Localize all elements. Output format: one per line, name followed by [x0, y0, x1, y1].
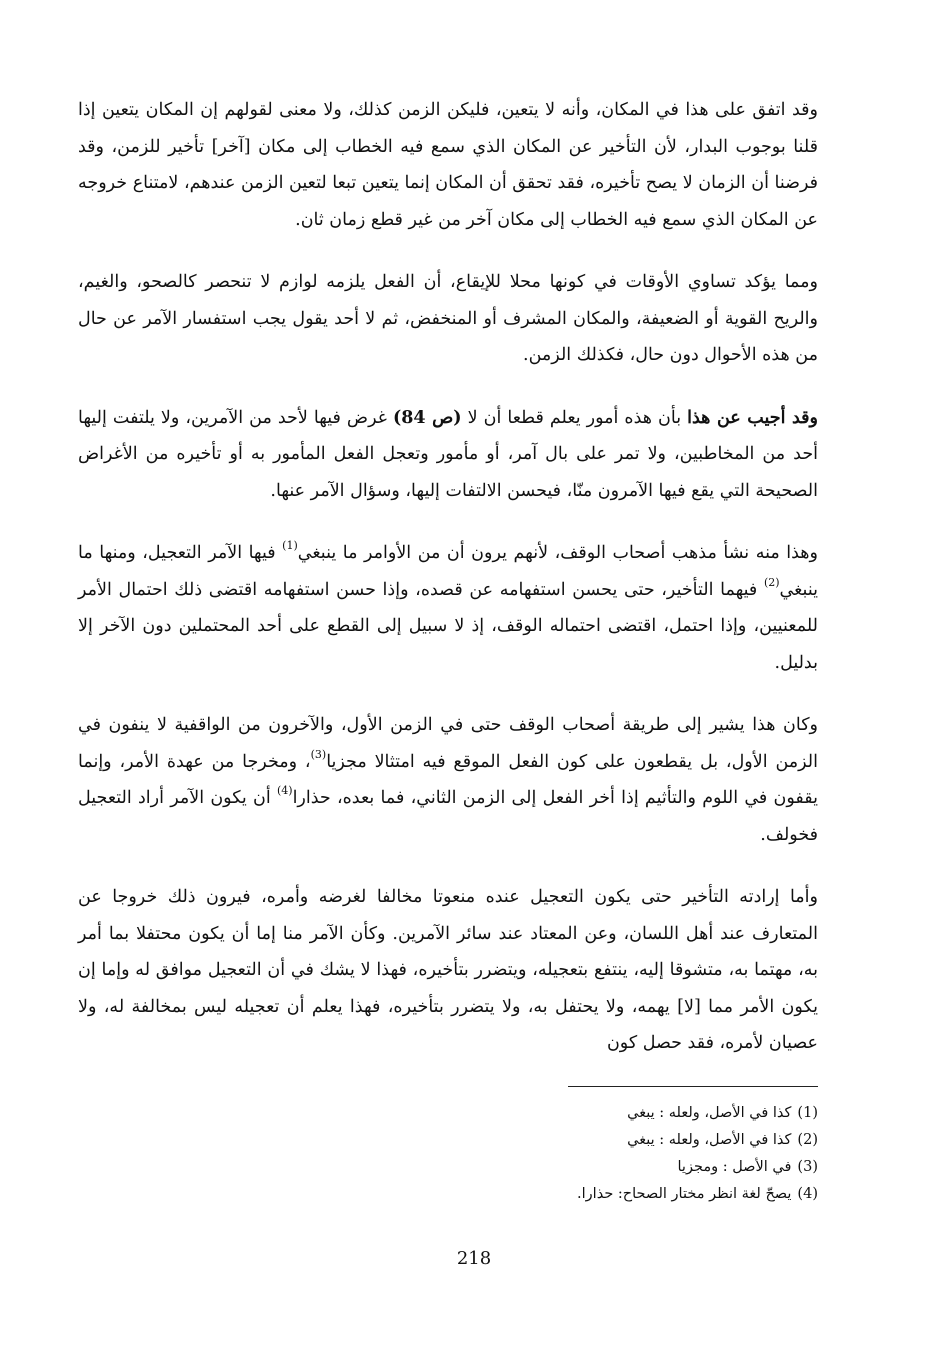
paragraph-1-text: وقد اتفق على هذا في المكان، وأنه لا يتعين، فليكن الزمن كذلك، ولا معنى لقولهم إن المكان يتعين إذا قلنا بوجوب البدار، لأن التأخير عن المكان الذي سمع فيه الخطاب إلى مكان [آخر] تأخير للزمن، وقد فرضنا أن الزمان لا يصح تأخيره، فقد تحقق أن المكان إنما يتعين تبعا لتعين الزمن عندهم، لامتناع خروجه عن المكان الذي سمع فيه الخطاب إلى مكان آخر من غير قطع زمان ثان. — [78, 100, 818, 230]
footnote-item — [368, 1100, 818, 1127]
footnote-item — [368, 1127, 818, 1154]
paragraph-3 — [78, 400, 818, 510]
footnote-text: في الأصل : ومجزيا — [677, 1159, 792, 1175]
paragraph-5 — [78, 707, 818, 853]
paragraph-5-part-3: أن يكون الآمر أراد التعجيل فخولف. — [78, 788, 818, 845]
paragraph-4 — [78, 535, 818, 681]
paragraph-4-part-1: وهذا منه نشأ مذهب أصحاب الوقف، لأنهم يرون أن من الأوامر ما ينبغي — [297, 543, 818, 563]
paragraph-2-text: ومما يؤكد تساوي الأوقات في كونها محلا للإيقاع، أن الفعل يلزمه لوازم لا تنحصر كالصحو، والغيم، والريح القوية أو الضعيفة، والمكان المشرف أو المنخفض، ثم لا أحد يقول يجب استفسار الآمر عن حال من هذه الأحوال دون حال، فكذلك الزمن. — [78, 272, 818, 365]
footnote-marker-4: (4) — [276, 784, 293, 798]
footnote-number: (3) — [797, 1159, 818, 1175]
footnote-marker-1: (1) — [282, 539, 298, 553]
paragraph-3-text-2: غرض فيها لأحد من الآمرين، ولا يلتفت إليها أحد من المخاطبين، ولا تمر على بال آمر، أو مأمور وتعجل الفعل المأمور به أو تأخيره من الأغراض الصحيحة التي يقع فيها الآمرون منّا، فيحسن الالتفات إليها، وسؤال الآمر عنها. — [78, 407, 818, 501]
footnote-item — [368, 1181, 818, 1208]
footnotes — [368, 1100, 818, 1208]
paragraph-5-part-2: ، ومخرجا من عهدة الأمر، وإنما يقفون في اللوم والتأثيم إذا أخر الفعل إلى الزمن الثاني، فما بعده، حذارا — [78, 751, 819, 808]
paragraph-3-lead: وقد أجيب عن هذا — [687, 407, 818, 428]
footnote-number: (2) — [797, 1132, 818, 1148]
paragraph-6 — [78, 879, 818, 1062]
footnote-number: (1) — [797, 1105, 818, 1121]
footnote-marker-3: (3) — [310, 747, 327, 761]
paragraph-5-part-1: وكان هذا يشير إلى طريقة أصحاب الوقف حتى في الزمن الأول، والآخرون من الواقفية لا ينفون في الزمن الأول، بل يقطعون على كون الفعل الموقع فيه امتثالا مجزيا — [78, 715, 818, 772]
footnote-marker-2: (2) — [763, 575, 780, 589]
footnote-text: كذا في الأصل، ولعله : يبغي — [627, 1132, 792, 1148]
main-text — [78, 92, 818, 1088]
footnote-item — [368, 1154, 818, 1181]
footnote-number: (4) — [797, 1186, 818, 1202]
paragraph-2 — [78, 264, 818, 374]
paragraph-4-part-3: فيهما التأخير، حتى يحسن استفهامه عن قصده، وإذا حسن استفهامه اقتضى ذلك احتمال الأمر للمعنيين، وإذا احتمل، اقتضى احتماله الوقف، إذ لا سبيل إلى القطع على أحد المحتملين دون الآخر إلا بدليل. — [78, 579, 818, 673]
paragraph-3-text: بأن هذه أمور يعلم قطعا أن لا — [461, 407, 688, 428]
page-number: 218 — [456, 1248, 492, 1269]
page-reference: (ص 84) — [392, 407, 462, 428]
paragraph-1 — [78, 92, 818, 238]
paragraph-6-text: وأما إرادته التأخير حتى يكون التعجيل عنده منعوتا مخالفا لغرضه وأمره، فيرون ذلك خروجا عن المتعارف عند أهل اللسان، وعن المعتاد عند سائر الآمرين. وكأن الآمر منا إما أن يكون محتفلا بما أمر به، مهتما به، متشوقا إليه، ينتفع بتعجيله، ويتضرر بتأخيره، فهذا لا يشك في أن التعجيل موافق له وإما إن يكون الأمر مما [لا] يهمه، ولا يحتفل به، ولا يتضرر بتأخيره، فهذا يعلم أن تعجيله ليس بمخالفة له، ولا عصيان لأمره، فقد حصل كون — [78, 887, 818, 1053]
footnote-separator — [568, 1086, 818, 1087]
footnote-text: يصحّ لغة انظر مختار الصحاح: حذارا. — [577, 1186, 792, 1202]
paragraph-4-part-2: فيها الآمر التعجيل، ومنها ما ينبغي — [78, 543, 818, 600]
footnote-text: كذا في الأصل، ولعله : يبغي — [627, 1105, 792, 1121]
